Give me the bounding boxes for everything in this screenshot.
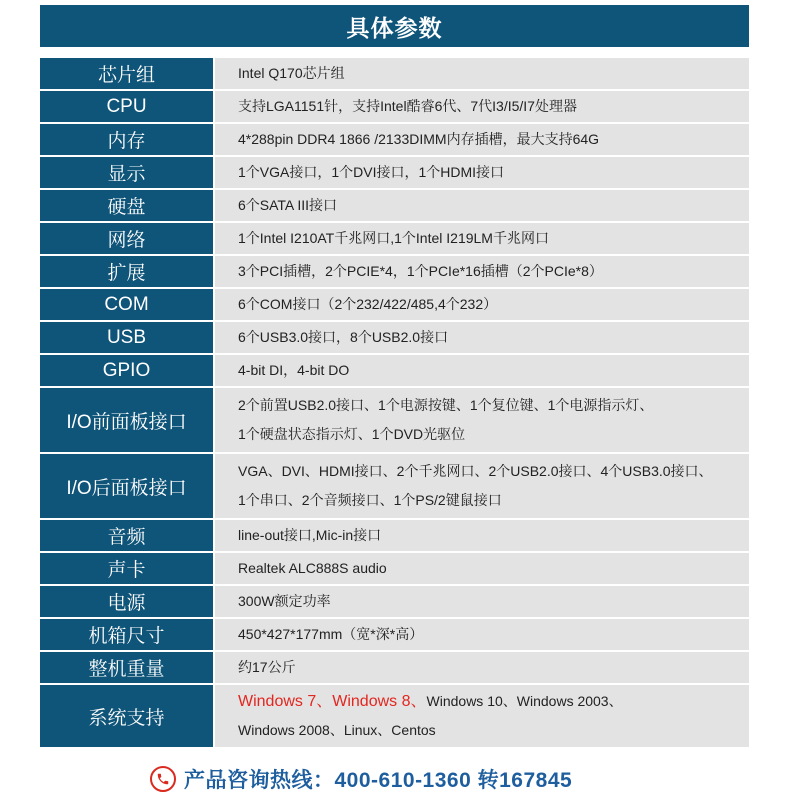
- os-text: Windows 10、Windows 2003、: [426, 693, 623, 709]
- spec-label: COM: [40, 289, 215, 320]
- highlight-os-text: Windows 7、Windows 8、: [238, 693, 427, 710]
- spec-label: 扩展: [40, 256, 215, 287]
- spec-label: GPIO: [40, 355, 215, 386]
- spec-row: [40, 553, 749, 586]
- spec-row: [40, 652, 749, 685]
- spec-row: [40, 619, 749, 652]
- spec-value: [215, 322, 749, 353]
- spec-value-line: 1个串口、2个音频接口、1个PS/2键鼠接口: [238, 492, 502, 508]
- spec-value-line: 6个SATA III接口: [238, 197, 338, 213]
- spec-value: [215, 586, 749, 617]
- phone-icon: [150, 766, 176, 792]
- spec-row: [40, 190, 749, 223]
- spec-row-os: [40, 685, 749, 747]
- spec-value-line: Intel Q170芯片组: [238, 65, 345, 81]
- spec-value: [215, 223, 749, 254]
- page-title: [40, 5, 749, 47]
- spec-value-line: 1个硬盘状态指示灯、1个DVD光驱位: [238, 426, 466, 442]
- spec-value: [215, 190, 749, 221]
- spec-row: [40, 586, 749, 619]
- spec-value-line: 约17公斤: [238, 659, 296, 675]
- page-title-text: 具体参数: [346, 14, 443, 41]
- spec-value-line: 3个PCI插槽，2个PCIE*4，1个PCIe*16插槽（2个PCIe*8）: [238, 263, 603, 279]
- spec-value: [215, 520, 749, 551]
- spec-label: 硬盘: [40, 190, 215, 221]
- spec-value-line: 4*288pin DDR4 1866 /2133DIMM内存插槽，最大支持64G: [238, 131, 600, 147]
- spec-label: 机箱尺寸: [40, 619, 215, 650]
- spec-value: [215, 553, 749, 584]
- spec-label: 音频: [40, 520, 215, 551]
- spec-row: [40, 91, 749, 124]
- spec-value-line: line-out接口,Mic-in接口: [238, 527, 382, 543]
- spec-label: 声卡: [40, 553, 215, 584]
- spec-value-line: 300W额定功率: [238, 593, 331, 609]
- spec-value-line: 2个前置USB2.0接口、1个电源按键、1个复位键、1个电源指示灯、: [238, 397, 654, 413]
- spec-value: [215, 619, 749, 650]
- spec-value-line: 1个Intel I210AT千兆网口,1个Intel I219LM千兆网口: [238, 230, 549, 246]
- spec-label: I/O后面板接口: [40, 454, 215, 518]
- spec-row: [40, 58, 749, 91]
- spec-value-line: 支持LGA1151针，支持Intel酷睿6代、7代I3/I5/I7处理器: [238, 98, 577, 114]
- spec-label: 内存: [40, 124, 215, 155]
- spec-label: 显示: [40, 157, 215, 188]
- spec-row: [40, 256, 749, 289]
- spec-value-line: 450*427*177mm（宽*深*高）: [238, 626, 424, 642]
- spec-value-line: [238, 687, 749, 716]
- spec-label: I/O前面板接口: [40, 388, 215, 452]
- spec-value-line: 6个COM接口（2个232/422/485,4个232）: [238, 296, 498, 312]
- spec-row: [40, 289, 749, 322]
- spec-row: [40, 454, 749, 520]
- spec-value-line: Realtek ALC888S audio: [238, 560, 387, 576]
- spec-value: [215, 58, 749, 89]
- spec-value-line: VGA、DVI、HDMI接口、2个千兆网口、2个USB2.0接口、4个USB3.0接口、: [238, 463, 713, 479]
- spec-value-line: 6个USB3.0接口，8个USB2.0接口: [238, 329, 449, 345]
- spec-label: 系统支持: [40, 685, 215, 747]
- spec-value: [215, 685, 749, 747]
- spec-value: [215, 157, 749, 188]
- spec-label: 网络: [40, 223, 215, 254]
- spec-value: [215, 289, 749, 320]
- spec-row: [40, 157, 749, 190]
- spec-label: CPU: [40, 91, 215, 122]
- spec-value-line: Windows 2008、Linux、Centos: [238, 722, 436, 738]
- spec-label: USB: [40, 322, 215, 353]
- spec-label: 整机重量: [40, 652, 215, 683]
- hotline-text: 产品咨询热线：400-610-1360 转167845: [184, 769, 573, 792]
- spec-label: 芯片组: [40, 58, 215, 89]
- spec-label: 电源: [40, 586, 215, 617]
- spec-row: [40, 223, 749, 256]
- spec-row: [40, 124, 749, 157]
- spec-row: [40, 388, 749, 454]
- spec-value: [215, 355, 749, 386]
- spec-value: [215, 124, 749, 155]
- spec-table: [40, 57, 749, 747]
- spec-value: [215, 91, 749, 122]
- spec-value-line: 1个VGA接口，1个DVI接口，1个HDMI接口: [238, 164, 505, 180]
- spec-row: [40, 322, 749, 355]
- spec-row: [40, 355, 749, 388]
- spec-value: [215, 454, 749, 518]
- hotline-banner: [150, 761, 572, 797]
- spec-value: [215, 652, 749, 683]
- spec-row: [40, 520, 749, 553]
- spec-value: [215, 256, 749, 287]
- spec-value: [215, 388, 749, 452]
- spec-value-line: 4-bit DI，4-bit DO: [238, 362, 350, 378]
